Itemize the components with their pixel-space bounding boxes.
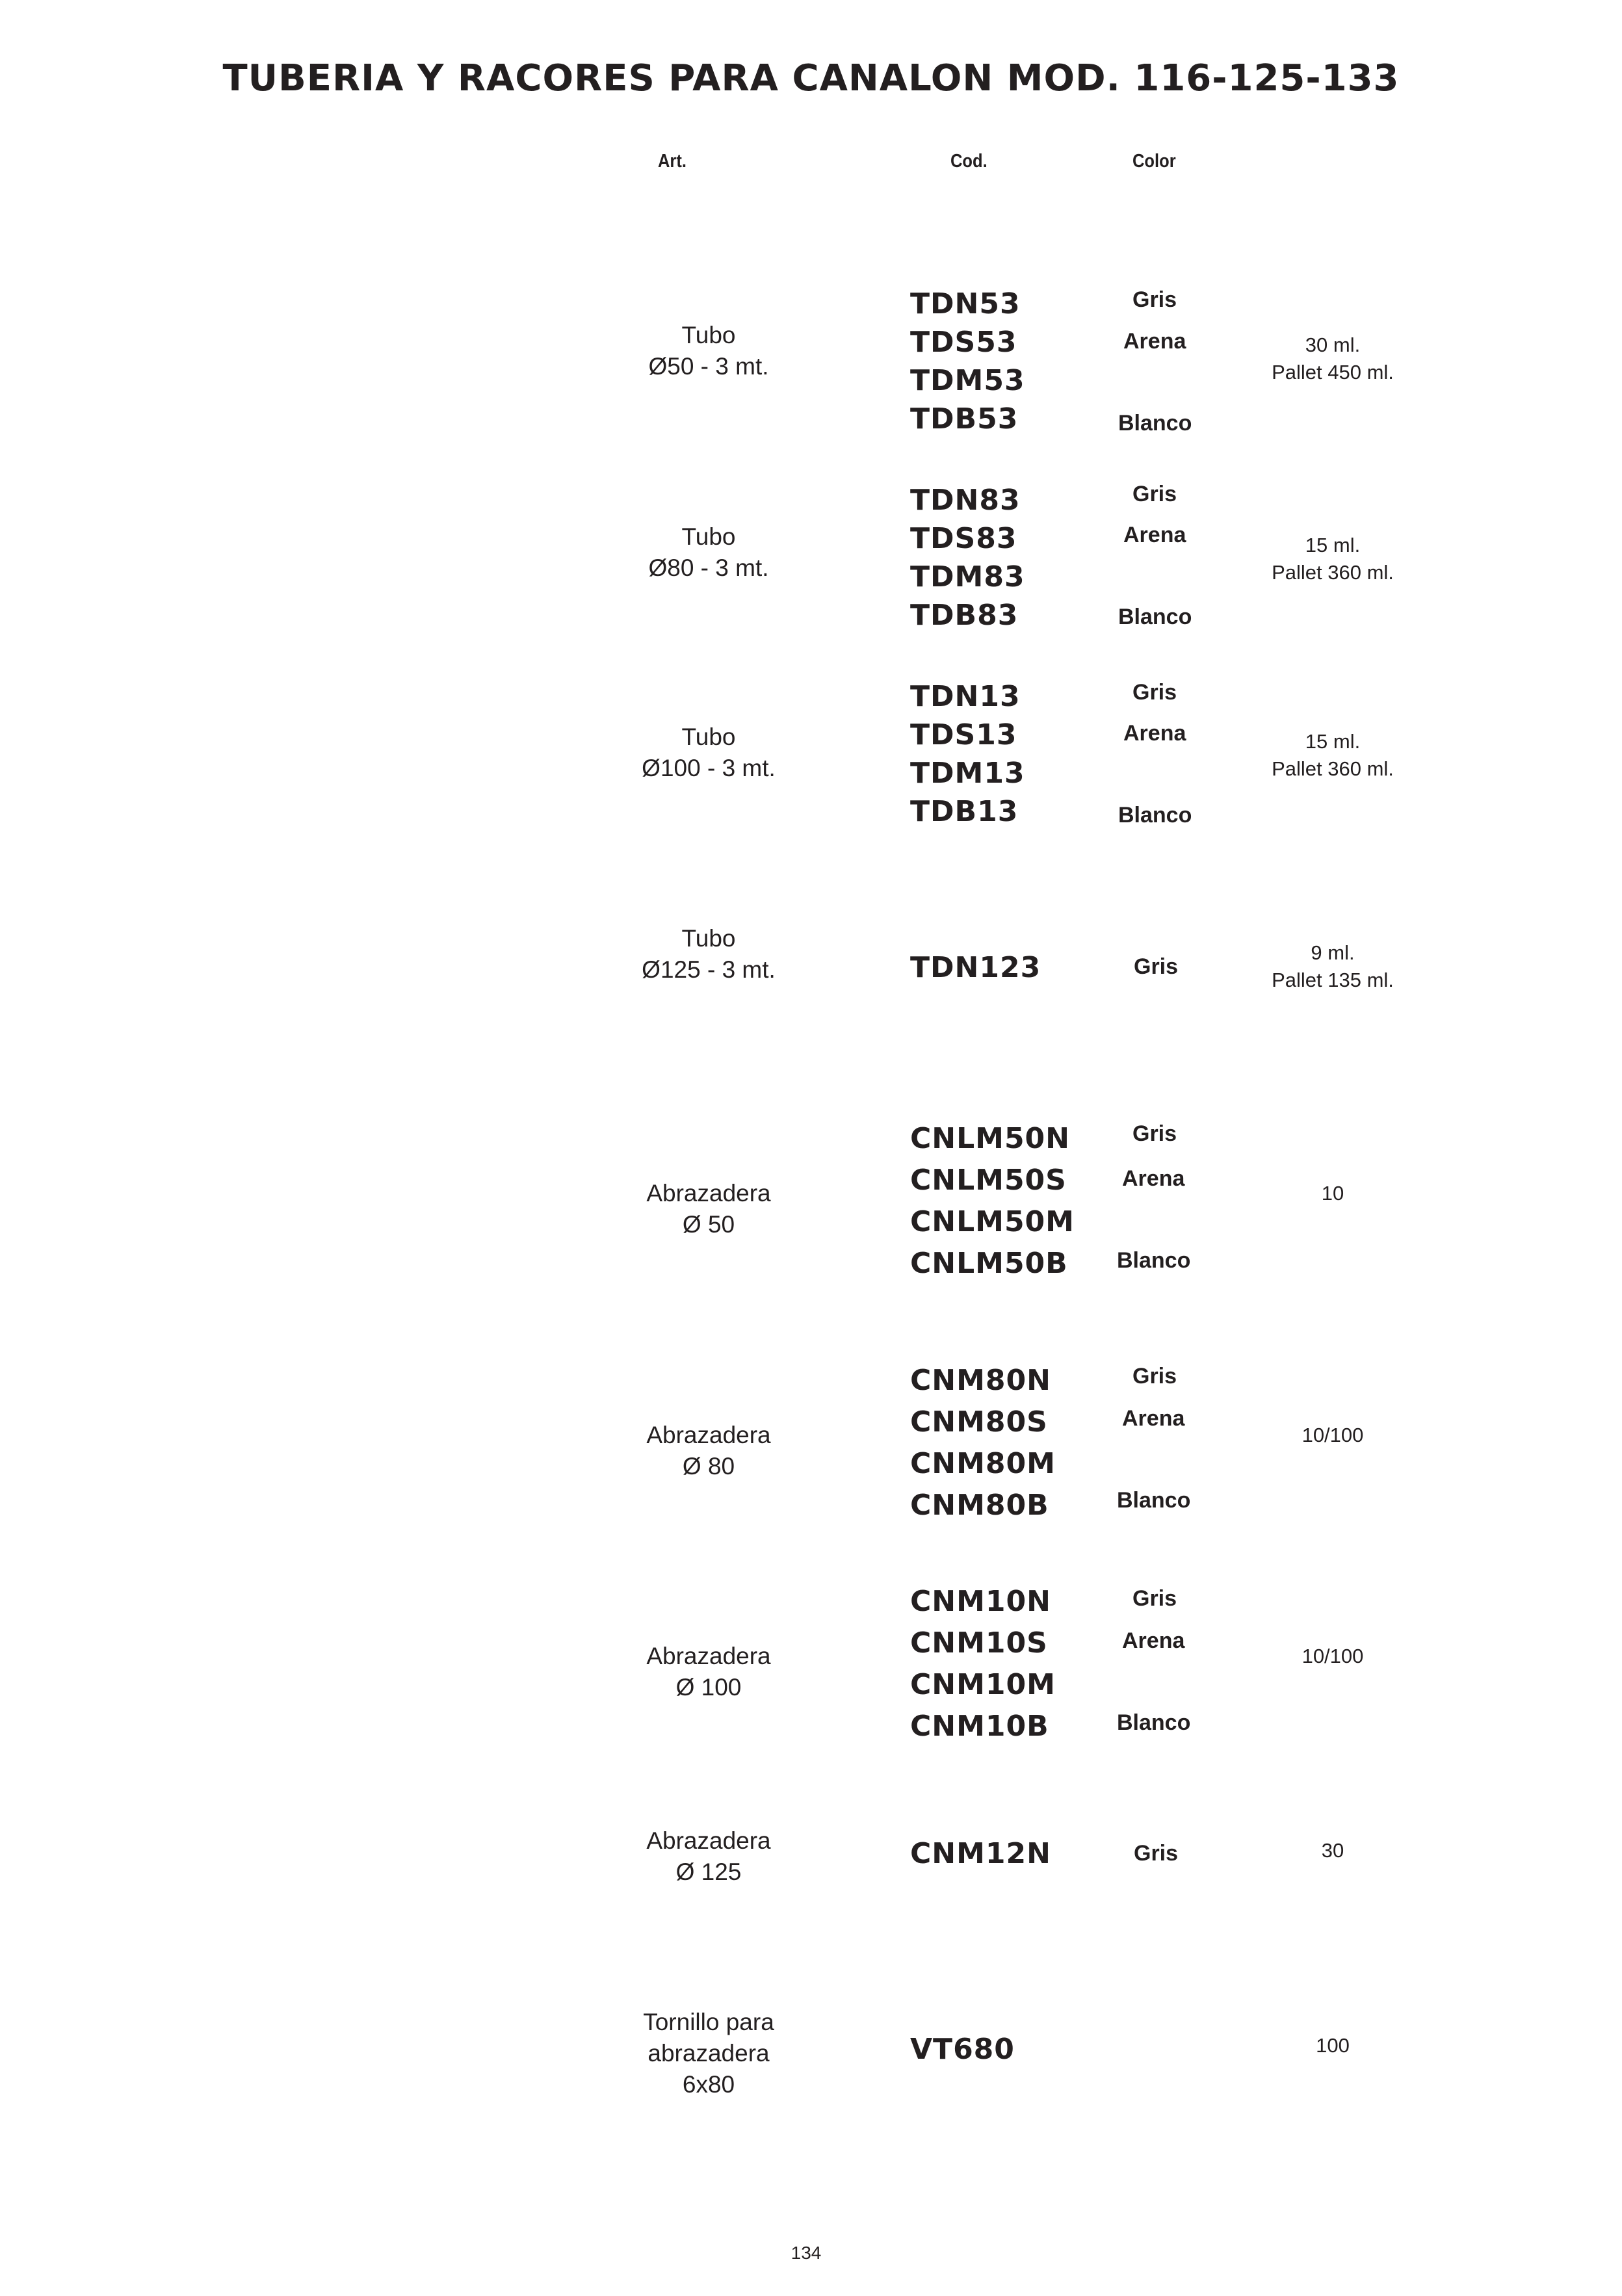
article-description [598,722,819,784]
packaging-line: 9 ml. [1311,941,1355,964]
product-code: TDN83 [910,484,1021,517]
header-color: Color [1132,151,1176,172]
color-label: Arena [1122,1628,1185,1653]
packaging-info [1242,1643,1424,1670]
product-code: CNM10B [910,1710,1049,1743]
article-line: Tubo [681,523,736,550]
color-label: Arena [1122,1406,1185,1431]
color-label: Blanco [1118,605,1192,629]
article-description [598,923,819,985]
header-art: Art. [658,151,687,172]
article-line: Ø125 - 3 mt. [642,956,776,983]
color-label: Blanco [1117,1488,1191,1513]
product-code: TDS53 [910,326,1017,359]
packaging-line: 100 [1316,2034,1350,2057]
page-title: TUBERIA Y RACORES PARA CANALON MOD. 116-125-133 [222,57,1400,99]
article-line: Ø 80 [682,1453,735,1480]
color-label: Blanco [1118,411,1192,436]
product-code: TDN53 [910,287,1021,320]
color-label: Gris [1132,680,1177,705]
page-number: 134 [791,2243,822,2263]
packaging-line: Pallet 135 ml. [1272,969,1394,991]
packaging-line: Pallet 360 ml. [1272,757,1394,780]
product-code: CNLM50M [910,1205,1075,1238]
article-description [598,1825,819,1888]
color-label: Gris [1134,1841,1179,1866]
article-line: Ø 100 [675,1674,742,1701]
product-code: CNM10M [910,1668,1056,1701]
product-code: TDB53 [910,402,1019,436]
article-line: Tubo [681,724,736,750]
article-description [598,1178,819,1240]
product-code: TDN123 [910,951,1041,984]
article-line: Ø50 - 3 mt. [648,353,769,380]
packaging-line: Pallet 450 ml. [1272,361,1394,384]
packaging-line: 15 ml. [1305,730,1361,753]
product-code: TDM83 [910,560,1025,594]
article-line: Ø100 - 3 mt. [642,755,776,781]
packaging-info [1242,1837,1424,1864]
color-label: Blanco [1118,803,1192,828]
product-code: CNLM50B [910,1247,1068,1280]
packaging-line: Pallet 360 ml. [1272,561,1394,584]
packaging-info [1242,939,1424,994]
packaging-info [1242,332,1424,386]
product-code: CNLM50S [910,1164,1067,1197]
product-code: VT680 [910,2033,1015,2066]
article-description [598,1641,819,1703]
packaging-line: 30 [1321,1839,1344,1862]
article-description [598,2007,819,2100]
article-line: Abrazadera [646,1180,771,1207]
article-line: Abrazadera [646,1827,771,1854]
product-code: TDS13 [910,718,1017,751]
product-code: TDS83 [910,522,1017,555]
article-line: Abrazadera [646,1643,771,1669]
product-code: TDN13 [910,680,1021,713]
packaging-line: 10 [1321,1182,1344,1205]
packaging-line: 30 ml. [1305,333,1361,356]
product-code: CNM80B [910,1489,1049,1522]
header-cod: Cod. [950,151,988,172]
product-code: CNM10S [910,1626,1048,1660]
product-code: CNLM50N [910,1122,1070,1155]
article-line: Ø80 - 3 mt. [648,554,769,581]
product-code: TDM13 [910,757,1025,790]
packaging-info [1242,532,1424,586]
color-label: Gris [1132,287,1177,312]
product-code: CNM80M [910,1447,1056,1480]
article-description [598,521,819,584]
color-label: Gris [1132,482,1177,506]
packaging-line: 15 ml. [1305,534,1361,556]
color-label: Gris [1134,954,1179,979]
product-code: CNM10N [910,1585,1051,1618]
color-label: Blanco [1117,1710,1191,1735]
product-code: TDB13 [910,795,1019,828]
color-label: Gris [1132,1586,1177,1611]
color-label: Blanco [1117,1248,1191,1273]
article-line: Tubo [681,322,736,348]
color-label: Arena [1122,1166,1185,1191]
packaging-info [1242,1422,1424,1449]
article-line: Tubo [681,925,736,952]
product-code: CNM12N [910,1837,1051,1870]
article-line: Ø 50 [682,1211,735,1238]
article-line: 6x80 [682,2071,735,2098]
packaging-info [1242,2032,1424,2059]
article-description [598,1420,819,1482]
packaging-info [1242,728,1424,783]
product-code: TDM53 [910,364,1025,397]
article-line: Abrazadera [646,1422,771,1448]
article-line: abrazadera [647,2040,770,2067]
article-line: Tornillo para [643,2009,774,2035]
color-label: Arena [1123,523,1186,547]
packaging-line: 10/100 [1302,1645,1364,1667]
color-label: Arena [1123,329,1186,354]
color-label: Gris [1132,1364,1177,1389]
color-label: Gris [1132,1121,1177,1146]
article-line: Ø 125 [675,1859,742,1885]
color-label: Arena [1123,721,1186,746]
article-description [598,320,819,382]
product-code: TDB83 [910,599,1019,632]
product-code: CNM80N [910,1364,1051,1397]
packaging-info [1242,1180,1424,1207]
product-code: CNM80S [910,1405,1048,1439]
packaging-line: 10/100 [1302,1424,1364,1446]
